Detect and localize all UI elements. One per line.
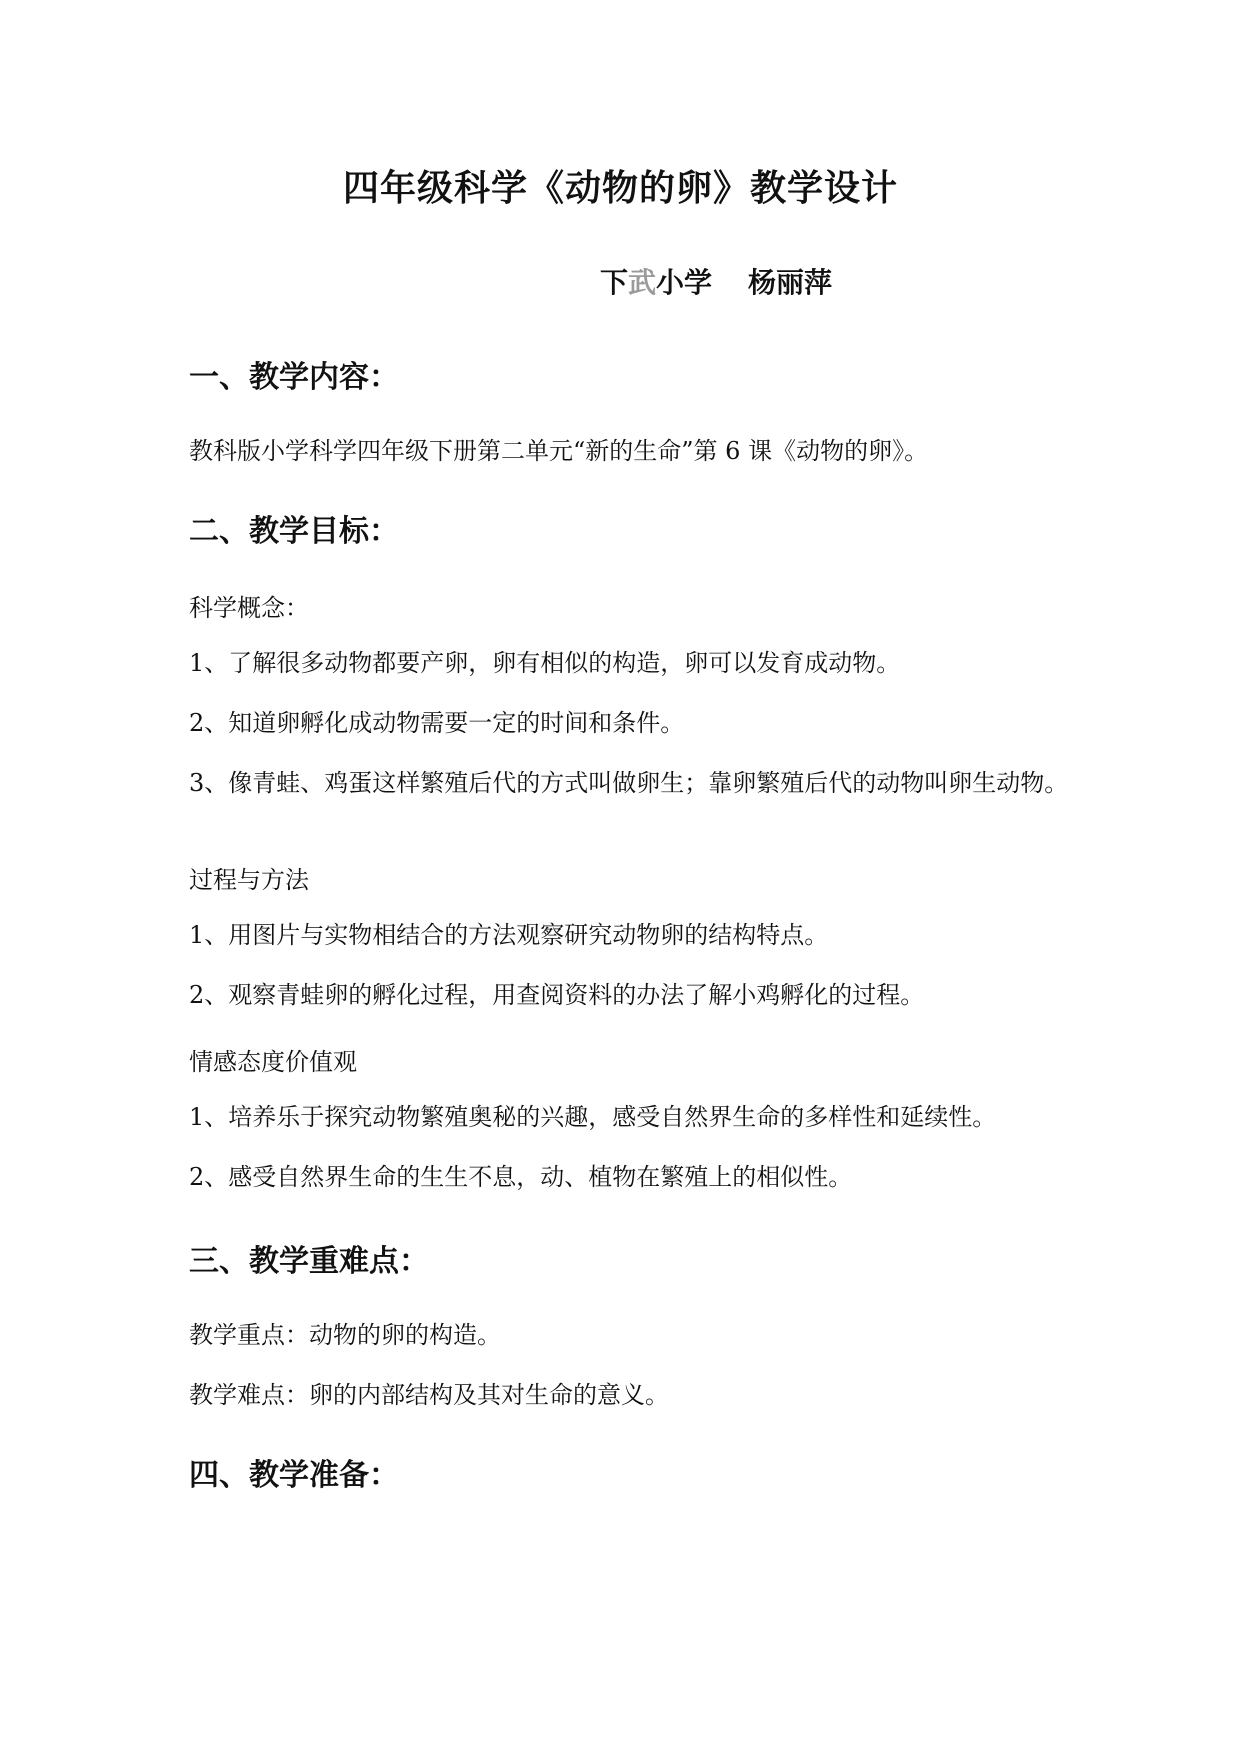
- section3-heading: 三、教学重难点：: [189, 1244, 429, 1279]
- section1-text: 教科版小学科学四年级下册第二单元“新的生命”第 6 课《动物的卵》。: [189, 437, 929, 465]
- section1-heading: 一、教学内容：: [189, 360, 399, 395]
- objective-item: 2、感受自然界生命的生生不息，动、植物在繁殖上的相似性。: [189, 1163, 853, 1191]
- objective-item: 1、培养乐于探究动物繁殖奥秘的兴趣，感受自然界生命的多样性和延续性。: [189, 1103, 997, 1131]
- objective-science-concept-label: 科学概念：: [189, 594, 309, 622]
- objective-item: 2、知道卵孵化成动物需要一定的时间和条件。: [189, 709, 685, 737]
- document-title: 四年级科学《动物的卵》教学设计: [342, 167, 898, 209]
- objective-item: 1、了解很多动物都要产卵，卵有相似的构造，卵可以发育成动物。: [189, 649, 901, 677]
- objective-emotion-values-label: 情感态度价值观: [189, 1048, 357, 1076]
- section4-heading: 四、教学准备：: [189, 1458, 399, 1493]
- school-name-part1: 下: [600, 266, 629, 299]
- objective-item: 3、像青蛙、鸡蛋这样繁殖后代的方式叫做卵生；靠卵繁殖后代的动物叫卵生动物。: [189, 769, 1069, 797]
- author-line: [600, 261, 832, 301]
- objective-item: 1、用图片与实物相结合的方法观察研究动物卵的结构特点。: [189, 921, 829, 949]
- objective-process-method-label: 过程与方法: [189, 866, 309, 894]
- section2-heading: 二、教学目标：: [189, 514, 399, 549]
- author-name: 杨丽萍: [748, 266, 833, 299]
- objective-item: 2、观察青蛙卵的孵化过程，用查阅资料的办法了解小鸡孵化的过程。: [189, 981, 925, 1009]
- school-name-part2: 武: [628, 266, 657, 299]
- key-point-text: 教学重点：动物的卵的构造。: [189, 1321, 501, 1349]
- school-name-part3: 小学: [656, 266, 713, 299]
- difficult-point-text: 教学难点：卵的内部结构及其对生命的意义。: [189, 1381, 669, 1409]
